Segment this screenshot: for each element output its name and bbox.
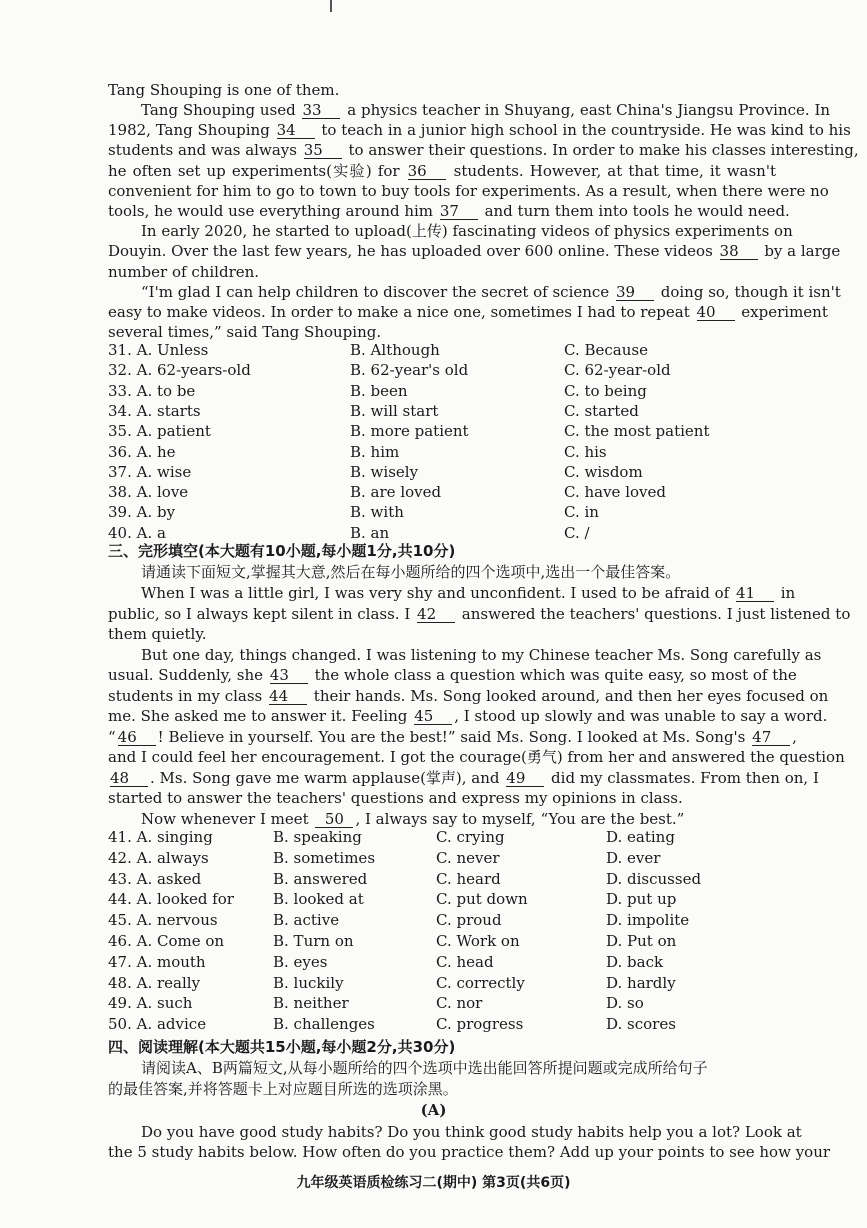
- option-b[interactable]: B. luckily: [273, 973, 344, 992]
- option-b[interactable]: B. sometimes: [273, 848, 376, 867]
- passage-text: public, so I always kept silent in class. I: [108, 604, 416, 623]
- blank-number: 43: [270, 667, 308, 684]
- blank-number: 44: [269, 688, 307, 705]
- passage-text: and I could feel her encouragement. I got the courage(勇气) from her and answered the question: [108, 748, 845, 766]
- section-four-instruction-1: 请阅读A、B两篇短文,从每小题所给的四个选项中选出能回答所提问题或完成所给句子: [141, 1059, 708, 1077]
- option-a[interactable]: 33. A. to be: [108, 381, 196, 400]
- passage-text: several times,” said Tang Shouping.: [108, 323, 382, 342]
- question-row: [108, 482, 808, 502]
- scan-mark: [330, 0, 332, 12]
- option-b[interactable]: B. an: [350, 523, 390, 542]
- passage-text: by a large: [759, 242, 841, 261]
- question-row: [108, 973, 808, 993]
- option-a[interactable]: 39. A. by: [108, 503, 176, 522]
- option-d[interactable]: D. back: [606, 952, 664, 971]
- option-c[interactable]: C. Because: [564, 341, 648, 359]
- option-d[interactable]: D. hardly: [606, 973, 676, 992]
- passage-text: . Ms. Song gave me warm applause(掌声), and: [150, 768, 505, 787]
- passage-line: [108, 161, 776, 181]
- blank-number: 40: [697, 304, 735, 321]
- option-a[interactable]: 41. A. singing: [108, 828, 213, 846]
- passage-line: [141, 809, 776, 829]
- question-row: [108, 827, 808, 847]
- passage-text: students. However, at that time, it wasn't: [447, 161, 776, 180]
- passage-line: [141, 645, 822, 665]
- passage-line: [108, 788, 776, 808]
- passage-text: them quietly.: [108, 625, 207, 643]
- passage-line: [108, 706, 828, 726]
- passage-text: and turn them into tools he would need.: [479, 202, 790, 220]
- part-a-paragraph-line-2: the 5 study habits below. How often do you practice them? Add up your points to see how your: [108, 1143, 831, 1161]
- passage-line: [108, 604, 851, 624]
- blank-number: 45: [414, 708, 452, 725]
- option-c[interactable]: C. proud: [436, 911, 502, 930]
- option-b[interactable]: B. answered: [273, 869, 368, 888]
- option-a[interactable]: 45. A. nervous: [108, 911, 218, 930]
- passage-text: students and was always: [108, 141, 302, 160]
- option-d[interactable]: D. discussed: [606, 869, 702, 888]
- option-b[interactable]: B. with: [350, 503, 404, 522]
- passage-line: [108, 201, 790, 221]
- option-a[interactable]: 35. A. patient: [108, 422, 211, 441]
- passage-line: [141, 221, 793, 241]
- passage-text: usual. Suddenly, she: [108, 666, 268, 684]
- option-b[interactable]: B. will start: [350, 401, 439, 420]
- option-b[interactable]: B. are loved: [350, 483, 442, 502]
- blank-number: 38: [720, 243, 758, 260]
- passage-text: easy to make videos. In order to make a nice one, sometimes I had to repeat: [108, 303, 695, 321]
- question-row: [108, 442, 808, 462]
- passage-text: ! Believe in yourself. You are the best!” said Ms. Song. I looked at Ms. Song's: [157, 727, 751, 746]
- section-four-title: 四、阅读理解(本大题共15小题,每小题2分,共30分): [108, 1038, 456, 1056]
- option-a[interactable]: 37. A. wise: [108, 462, 192, 481]
- option-a[interactable]: 31. A. Unless: [108, 341, 209, 359]
- blank-number: 36: [408, 163, 446, 180]
- passage-text: Now whenever I meet: [141, 809, 314, 828]
- question-row: [108, 1014, 808, 1034]
- passage-text: experiment: [736, 303, 828, 321]
- option-a[interactable]: 36. A. he: [108, 442, 176, 461]
- option-c[interactable]: C. /: [564, 523, 590, 542]
- blank-number: 47: [752, 729, 790, 746]
- option-d[interactable]: D. impolite: [606, 911, 690, 930]
- passage-text: , I stood up slowly and was unable to say a word.: [454, 707, 828, 725]
- passage-text: answered the teachers' questions. I just listened to: [457, 604, 851, 623]
- option-a[interactable]: 32. A. 62-years-old: [108, 361, 251, 380]
- passage-text: students in my class: [108, 686, 268, 705]
- passage-line: [108, 686, 829, 706]
- passage-line: [108, 140, 859, 160]
- passage-line: [108, 181, 829, 201]
- question-row: [108, 523, 808, 543]
- blank-number: 48: [110, 770, 148, 787]
- passage-text: me. She asked me to answer it. Feeling: [108, 707, 413, 725]
- passage-text: he often set up experiments(实验) for: [108, 161, 406, 180]
- passage-line: [108, 120, 851, 140]
- intro-line: Tang Shouping is one of them.: [108, 81, 340, 99]
- page-footer: 九年级英语质检练习二(期中) 第3页(共6页): [296, 1175, 571, 1191]
- option-d[interactable]: D. eating: [606, 828, 675, 846]
- question-row: [108, 421, 808, 441]
- passage-text: Douyin. Over the last few years, he has uploaded over 600 online. These videos: [108, 242, 718, 261]
- option-c[interactable]: C. started: [564, 401, 639, 420]
- option-b[interactable]: B. active: [273, 911, 340, 930]
- question-row: [108, 381, 808, 401]
- option-b[interactable]: B. challenges: [273, 1015, 375, 1034]
- option-b[interactable]: B. more patient: [350, 422, 469, 441]
- passage-text: , I always say to myself, “You are the best.”: [355, 809, 685, 828]
- option-b[interactable]: B. wisely: [350, 462, 419, 481]
- passage-text: convenient for him to go to town to buy tools for experiments. As a result, when there were no: [108, 181, 829, 200]
- passage-text: started to answer the teachers' questions and express my opinions in class.: [108, 789, 683, 807]
- option-c[interactable]: C. his: [564, 442, 607, 461]
- option-d[interactable]: D. so: [606, 994, 644, 1013]
- option-b[interactable]: B. Although: [350, 341, 440, 359]
- blank-number: 42: [417, 606, 455, 623]
- option-a[interactable]: 47. A. mouth: [108, 952, 206, 971]
- question-row: [108, 869, 808, 889]
- passage-line: [108, 302, 828, 322]
- passage-text: to answer their questions. In order to make his classes interesting,: [343, 141, 859, 160]
- option-a[interactable]: 42. A. always: [108, 848, 209, 867]
- passage-text: their hands. Ms. Song looked around, and then her eyes focused on: [309, 686, 829, 705]
- option-c[interactable]: C. correctly: [436, 973, 525, 992]
- passage-text: doing so, though it isn't: [655, 282, 841, 301]
- option-b[interactable]: B. looked at: [273, 890, 364, 909]
- option-c[interactable]: C. wisdom: [564, 462, 643, 481]
- option-c[interactable]: C. put down: [436, 890, 528, 909]
- option-a[interactable]: 50. A. advice: [108, 1015, 207, 1034]
- option-a[interactable]: 34. A. starts: [108, 401, 201, 420]
- passage-line: [108, 665, 797, 685]
- option-c[interactable]: C. head: [436, 952, 494, 971]
- passage-text: But one day, things changed. I was listening to my Chinese teacher Ms. Song carefully as: [141, 645, 822, 664]
- question-row: [108, 910, 808, 930]
- passage-text: the whole class a question which was quite easy, so most of the: [309, 666, 797, 684]
- option-c[interactable]: C. Work on: [436, 932, 520, 950]
- question-row: [108, 401, 808, 421]
- option-a[interactable]: 38. A. love: [108, 483, 189, 502]
- blank-number: 41: [736, 585, 774, 602]
- option-b[interactable]: B. him: [350, 442, 400, 461]
- question-row: [108, 993, 808, 1013]
- option-c[interactable]: C. have loved: [564, 483, 666, 502]
- option-a[interactable]: 44. A. looked for: [108, 890, 234, 909]
- option-c[interactable]: C. progress: [436, 1015, 524, 1034]
- blank-number: 35: [304, 142, 342, 159]
- blank-number: 50: [315, 811, 353, 828]
- question-row: [108, 360, 808, 380]
- option-b[interactable]: B. eyes: [273, 952, 328, 971]
- option-d[interactable]: D. Put on: [606, 932, 677, 950]
- option-a[interactable]: 48. A. really: [108, 973, 201, 992]
- passage-line: [141, 583, 796, 603]
- passage-text: tools, he would use everything around him: [108, 202, 438, 220]
- section-three-title: 三、完形填空(本大题有10小题,每小题1分,共10分): [108, 542, 456, 560]
- question-row: [108, 931, 808, 951]
- option-c[interactable]: C. to being: [564, 381, 647, 400]
- option-d[interactable]: D. ever: [606, 848, 661, 867]
- option-c[interactable]: C. the most patient: [564, 422, 710, 441]
- blank-number: 46: [118, 729, 156, 746]
- question-row: [108, 502, 808, 522]
- part-a-label: (A): [420, 1101, 447, 1119]
- question-row: [108, 848, 808, 868]
- passage-line: [141, 100, 831, 120]
- passage-text: “: [108, 727, 116, 746]
- question-row: [108, 340, 808, 360]
- option-b[interactable]: B. been: [350, 381, 408, 400]
- passage-text: When I was a little girl, I was very shy and unconfident. I used to be afraid of: [141, 584, 734, 602]
- passage-text: to teach in a junior high school in the countryside. He was kind to his: [316, 121, 851, 140]
- option-a[interactable]: 49. A. such: [108, 994, 193, 1013]
- passage-text: Tang Shouping used: [141, 101, 301, 119]
- passage-line: [141, 282, 841, 302]
- option-a[interactable]: 46. A. Come on: [108, 932, 225, 950]
- passage-text: in: [775, 584, 796, 602]
- passage-text: did my classmates. From then on, I: [546, 768, 819, 787]
- passage-line: [108, 241, 841, 261]
- question-row: [108, 462, 808, 482]
- section-four-instruction-2: 的最佳答案,并将答题卡上对应题目所选的选项涂黑。: [108, 1080, 458, 1098]
- passage-text: number of children.: [108, 262, 260, 281]
- option-d[interactable]: D. put up: [606, 890, 677, 909]
- passage-text: ,: [792, 727, 797, 746]
- section-three-instruction: 请通读下面短文,掌握其大意,然后在每小题所给的四个选项中,选出一个最佳答案。: [141, 563, 681, 581]
- question-row: [108, 952, 808, 972]
- option-d[interactable]: D. scores: [606, 1015, 676, 1034]
- question-row: [108, 889, 808, 909]
- option-c[interactable]: C. in: [564, 503, 599, 522]
- passage-line: [108, 768, 819, 788]
- blank-number: 33: [302, 102, 340, 119]
- passage-text: “I'm glad I can help children to discover the secret of science: [141, 282, 614, 301]
- option-b[interactable]: B. neither: [273, 994, 349, 1013]
- option-a[interactable]: 43. A. asked: [108, 869, 202, 888]
- passage-line: [108, 262, 776, 282]
- option-c[interactable]: C. never: [436, 848, 500, 867]
- option-c[interactable]: C. 62-year-old: [564, 361, 671, 380]
- option-c[interactable]: C. heard: [436, 869, 501, 888]
- passage-line: [108, 727, 797, 747]
- blank-number: 37: [440, 203, 478, 220]
- option-b[interactable]: B. Turn on: [273, 932, 354, 950]
- option-c[interactable]: C. crying: [436, 828, 505, 846]
- passage-text: In early 2020, he started to upload(上传) fascinating videos of physics experiments on: [141, 222, 793, 241]
- passage-text: 1982, Tang Shouping: [108, 121, 275, 140]
- option-b[interactable]: B. speaking: [273, 828, 362, 846]
- blank-number: 34: [277, 122, 315, 139]
- option-a[interactable]: 40. A. a: [108, 523, 166, 542]
- blank-number: 39: [616, 284, 654, 301]
- passage-line: [108, 747, 845, 767]
- passage-line: [108, 624, 776, 644]
- passage-text: a physics teacher in Shuyang, east China's Jiangsu Province. In: [342, 101, 831, 119]
- option-b[interactable]: B. 62-year's old: [350, 361, 469, 380]
- part-a-paragraph-line-1: Do you have good study habits? Do you think good study habits help you a lot? Look at: [141, 1123, 802, 1141]
- blank-number: 49: [506, 770, 544, 787]
- option-c[interactable]: C. nor: [436, 994, 483, 1013]
